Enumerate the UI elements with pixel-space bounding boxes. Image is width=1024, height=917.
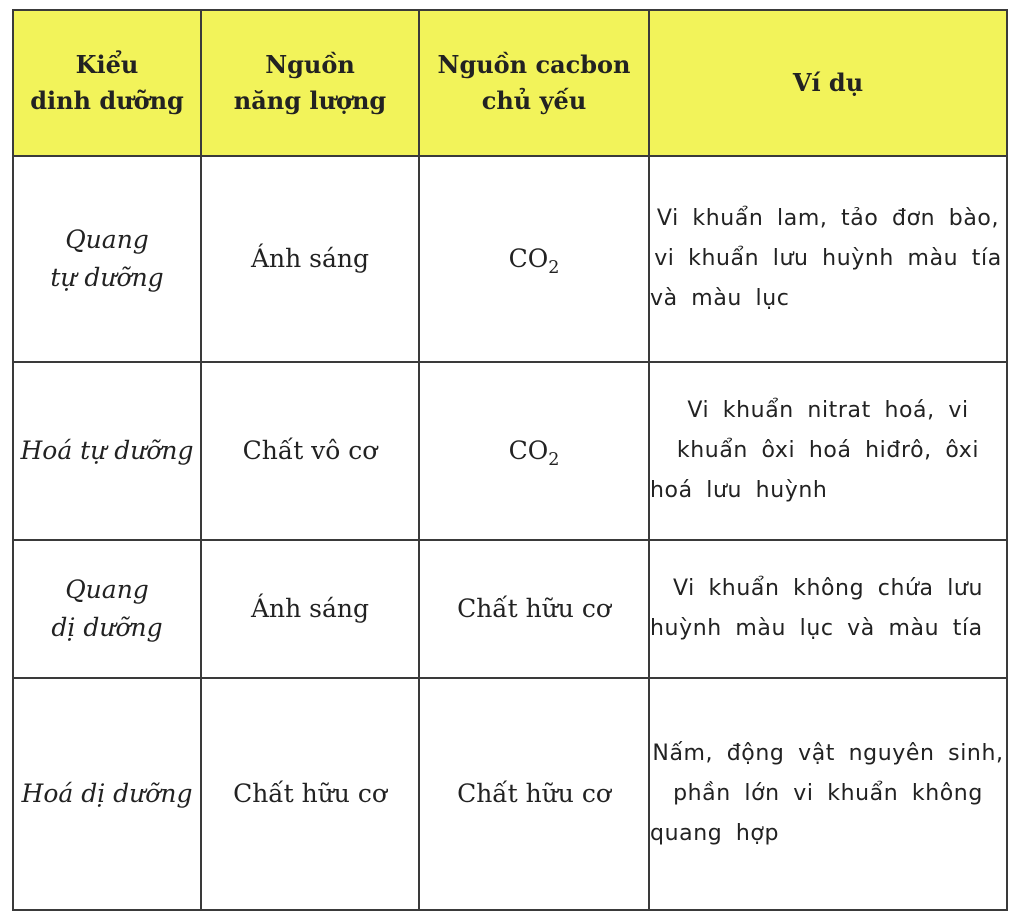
carbon-formula: Chất hữu cơ [457, 779, 611, 808]
energy-source-cell: Ánh sáng [201, 156, 419, 362]
table-row [13, 362, 1007, 540]
header-energy-source: Nguồn năng lượng [201, 10, 419, 156]
carbon-formula: CO [508, 244, 549, 273]
table-row [13, 678, 1007, 910]
carbon-formula: Chất hữu cơ [457, 594, 611, 623]
example-cell: Vi khuẩn nitrat hoá, vi khuẩn ôxi hoá hiđrô, ôxi hoá lưu huỳnh [649, 362, 1007, 540]
example-cell: Nấm, động vật nguyên sinh, phần lớn vi khuẩn không quang hợp [649, 678, 1007, 910]
energy-source-cell: Chất hữu cơ [201, 678, 419, 910]
nutrition-type-cell: Quang dị dưỡng [13, 540, 201, 678]
nutrition-types-table [12, 9, 1008, 911]
carbon-source-cell [419, 362, 649, 540]
header-example: Ví dụ [649, 10, 1007, 156]
carbon-source-cell [419, 540, 649, 678]
table-header [13, 10, 1007, 156]
carbon-subscript: 2 [548, 450, 560, 470]
carbon-source-cell [419, 678, 649, 910]
header-carbon-source: Nguồn cacbon chủ yếu [419, 10, 649, 156]
table-body [13, 156, 1007, 910]
carbon-source-cell [419, 156, 649, 362]
header-row [13, 10, 1007, 156]
carbon-subscript: 2 [548, 258, 560, 278]
nutrition-type-cell: Hoá dị dưỡng [13, 678, 201, 910]
table-row [13, 540, 1007, 678]
nutrition-type-cell: Quang tự dưỡng [13, 156, 201, 362]
nutrition-type-cell: Hoá tự dưỡng [13, 362, 201, 540]
header-nutrition-type: Kiểu dinh dưỡng [13, 10, 201, 156]
carbon-formula: CO [508, 436, 549, 465]
energy-source-cell: Chất vô cơ [201, 362, 419, 540]
example-cell: Vi khuẩn lam, tảo đơn bào, vi khuẩn lưu huỳnh màu tía và màu lục [649, 156, 1007, 362]
table-row [13, 156, 1007, 362]
example-cell: Vi khuẩn không chứa lưu huỳnh màu lục và màu tía [649, 540, 1007, 678]
energy-source-cell: Ánh sáng [201, 540, 419, 678]
